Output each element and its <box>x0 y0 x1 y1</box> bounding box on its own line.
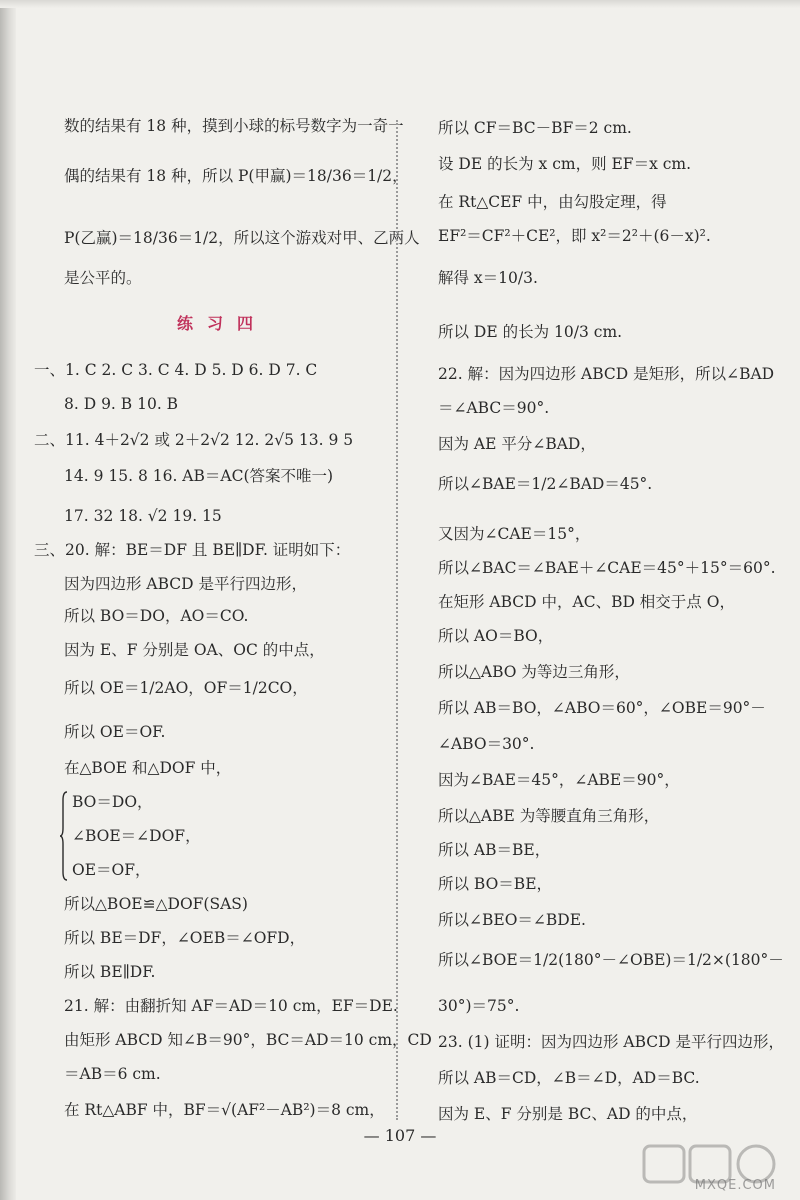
section-heading: 练习四 <box>176 314 267 333</box>
solution-line: 所以∠BAC＝∠BAE＋∠CAE＝45°＋15°＝60°. <box>438 559 776 577</box>
system-brace <box>60 790 68 882</box>
solution-line: 所以 BO＝DO，AO＝CO. <box>64 607 249 625</box>
solution-line: 所以△ABO 为等边三角形， <box>438 663 630 681</box>
solution-line: 因为 E、F 分别是 BC、AD 的中点， <box>438 1105 698 1123</box>
solution-line: 所以 OE＝OF. <box>64 723 166 741</box>
answer-line: 二、11. 4＋2√2 或 2＋2√2 12. 2√5 13. 9 5 <box>34 431 354 449</box>
answer-line: 8. D 9. B 10. B <box>64 395 179 413</box>
answer-line: 14. 9 15. 8 16. AB＝AC(答案不唯一) <box>64 467 334 485</box>
solution-line: 30°)＝75°. <box>438 997 520 1015</box>
page-binding-edge <box>0 0 16 1200</box>
solution-line: 所以 BE＝DF，∠OEB＝∠OFD， <box>64 929 306 947</box>
solution-line: 所以 AO＝BO， <box>438 627 554 645</box>
solution-line: 三、20. 解：BE＝DF 且 BE∥DF. 证明如下： <box>34 541 351 559</box>
solution-line: 又因为∠CAE＝15°， <box>438 525 591 543</box>
column-divider <box>396 120 398 1120</box>
solution-line: 所以∠BAE＝1/2∠BAD＝45°. <box>438 475 653 493</box>
solution-line: 在 Rt△CEF 中，由勾股定理，得 <box>438 193 667 211</box>
text-line: 是公平的。 <box>64 269 142 287</box>
solution-line: 所以 OE＝1/2AO，OF＝1/2CO， <box>64 679 308 697</box>
solution-line: 所以 CF＝BC－BF＝2 cm. <box>438 119 632 137</box>
solution-line: 23. (1) 证明：因为四边形 ABCD 是平行四边形， <box>438 1033 784 1051</box>
solution-line: 所以 AB＝BO，∠ABO＝60°，∠OBE＝90°－ <box>438 699 766 717</box>
answer-line: 一、1. C 2. C 3. C 4. D 5. D 6. D 7. C <box>34 361 318 379</box>
solution-line: 在 Rt△ABF 中，BF＝√(AF²－AB²)＝8 cm， <box>64 1101 385 1119</box>
solution-line: 所以∠BEO＝∠BDE. <box>438 911 586 929</box>
solution-line: OE＝OF， <box>72 861 151 879</box>
solution-line: 所以△BOE≌△DOF(SAS) <box>64 895 248 913</box>
solution-line: 所以 AB＝CD，∠B＝∠D，AD＝BC. <box>438 1069 700 1087</box>
solution-line: 因为四边形 ABCD 是平行四边形， <box>64 575 308 593</box>
brace-icon <box>60 790 68 882</box>
solution-line: 所以△ABE 为等腰直角三角形， <box>438 807 660 825</box>
solution-line: 解得 x＝10/3. <box>438 269 538 287</box>
solution-line: ∠BOE＝∠DOF， <box>72 827 201 845</box>
solution-line: 设 DE 的长为 x cm，则 EF＝x cm. <box>438 155 692 173</box>
solution-line: 因为 E、F 分别是 OA、OC 的中点， <box>64 641 325 659</box>
solution-line: 因为∠BAE＝45°，∠ABE＝90°， <box>438 771 680 789</box>
text-line: P(乙赢)＝18/36＝1/2，所以这个游戏对甲、乙两人 <box>64 229 420 247</box>
watermark-url: MXQE.COM <box>694 1178 776 1193</box>
solution-line: 所以∠BOE＝1/2(180°－∠OBE)＝1/2×(180°－ <box>438 951 784 969</box>
solution-line: 因为 AE 平分∠BAD， <box>438 435 596 453</box>
solution-line: 所以 DE 的长为 10/3 cm. <box>438 323 623 341</box>
solution-line: EF²＝CF²＋CE²，即 x²＝2²＋(6－x)². <box>438 227 711 245</box>
solution-line: 在矩形 ABCD 中，AC、BD 相交于点 O， <box>438 593 735 611</box>
page-number: — 107 — <box>363 1126 437 1145</box>
text-line: 偶的结果有 18 种，所以 P(甲赢)＝18/36＝1/2， <box>64 167 408 185</box>
solution-line: 由矩形 ABCD 知∠B＝90°，BC＝AD＝10 cm，CD <box>64 1031 432 1049</box>
text-line: 数的结果有 18 种，摸到小球的标号数字为一奇一 <box>64 117 404 135</box>
answer-line: 17. 32 18. √2 19. 15 <box>64 507 222 525</box>
solution-line: BO＝DO， <box>72 793 153 811</box>
solution-line: 所以 AB＝BE， <box>438 841 551 859</box>
solution-line: 22. 解：因为四边形 ABCD 是矩形，所以∠BAD <box>438 365 775 383</box>
solution-line: 所以 BO＝BE， <box>438 875 553 893</box>
solution-line: 所以 BE∥DF. <box>64 963 156 981</box>
solution-line: ∠ABO＝30°. <box>438 735 535 753</box>
solution-line: ＝∠ABC＝90°. <box>438 399 550 417</box>
solution-line: 21. 解：由翻折知 AF＝AD＝10 cm，EF＝DE. <box>64 997 398 1015</box>
solution-line: 在△BOE 和△DOF 中， <box>64 759 232 777</box>
page-top-shadow <box>0 0 800 8</box>
solution-line: ＝AB＝6 cm. <box>64 1065 161 1083</box>
